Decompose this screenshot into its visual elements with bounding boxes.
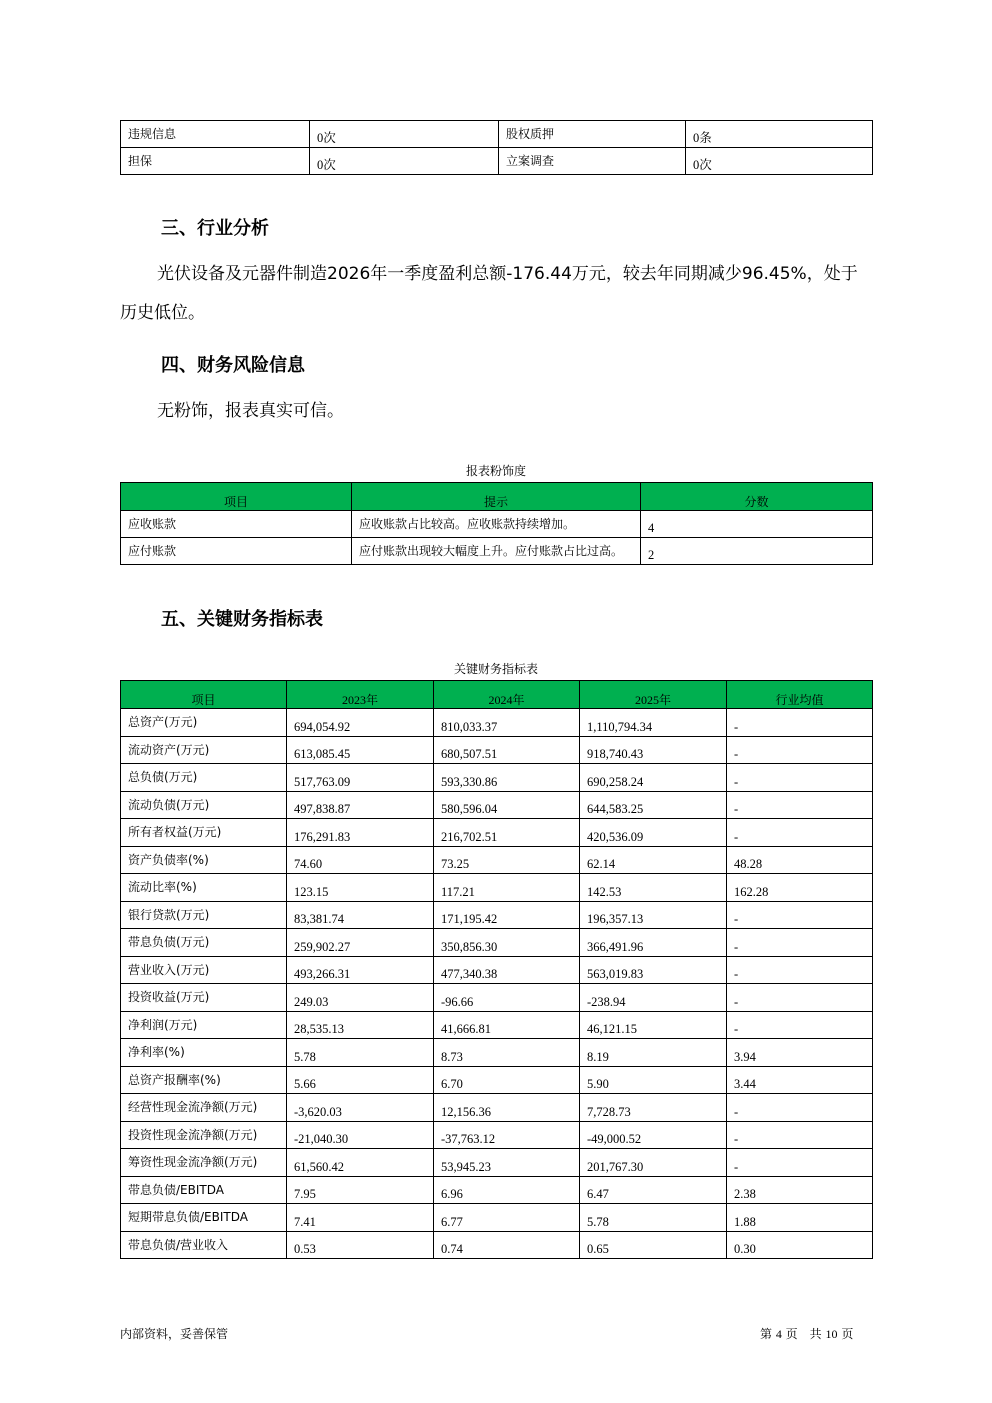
section-heading-risk: 四、财务风险信息	[161, 355, 305, 376]
indicator-label-cell: 带息负债(万元)	[121, 929, 287, 957]
column-header: 分数	[641, 483, 873, 511]
indicator-label-cell: 流动负债(万元)	[121, 791, 287, 819]
indicator-value-cell: -	[727, 1121, 873, 1149]
indicator-value-cell: -37,763.12	[434, 1121, 580, 1149]
table-row	[121, 148, 873, 175]
whitewash-table	[120, 482, 873, 565]
item-cell: 应收账款	[121, 511, 352, 538]
table-row	[121, 1204, 873, 1232]
table-row	[121, 846, 873, 874]
indicator-label-cell: 总负债(万元)	[121, 764, 287, 792]
indicator-value-cell: 201,767.30	[580, 1149, 727, 1177]
indicator-value-cell: 5.78	[580, 1204, 727, 1232]
violations-table	[120, 120, 873, 175]
indicator-value-cell: 176,291.83	[287, 819, 434, 847]
indicator-label-cell: 净利率(%)	[121, 1039, 287, 1067]
indicator-value-cell: 8.73	[434, 1039, 580, 1067]
indicator-value-cell: 123.15	[287, 874, 434, 902]
indicator-value-cell: 350,856.30	[434, 929, 580, 957]
indicator-value-cell: -21,040.30	[287, 1121, 434, 1149]
indicator-value-cell: 0.30	[727, 1231, 873, 1259]
key-financial-indicators-table	[120, 680, 873, 1259]
indicator-value-cell: 493,266.31	[287, 956, 434, 984]
table-row	[121, 956, 873, 984]
indicator-value-cell: 6.70	[434, 1066, 580, 1094]
table-row	[121, 538, 873, 565]
indicator-value-cell: 3.94	[727, 1039, 873, 1067]
value-cell: 0次	[686, 148, 873, 175]
indicator-value-cell: 12,156.36	[434, 1094, 580, 1122]
indicator-value-cell: 162.28	[727, 874, 873, 902]
column-header: 项目	[121, 483, 352, 511]
indicator-value-cell: -	[727, 791, 873, 819]
indicator-value-cell: 810,033.37	[434, 709, 580, 737]
indicator-value-cell: 83,381.74	[287, 901, 434, 929]
indicator-value-cell: 48.28	[727, 846, 873, 874]
table-row	[121, 1066, 873, 1094]
table-caption: 报表粉饰度	[465, 464, 526, 478]
indicator-value-cell: 2.38	[727, 1176, 873, 1204]
indicator-value-cell: -	[727, 956, 873, 984]
indicator-value-cell: 62.14	[580, 846, 727, 874]
indicator-value-cell: 6.47	[580, 1176, 727, 1204]
indicator-value-cell: 366,491.96	[580, 929, 727, 957]
indicator-value-cell: -	[727, 984, 873, 1012]
indicator-value-cell: 420,536.09	[580, 819, 727, 847]
column-header: 2025年	[580, 681, 727, 709]
page-prefix: 第	[760, 1327, 773, 1341]
indicator-value-cell: 171,195.42	[434, 901, 580, 929]
indicator-value-cell: 694,054.92	[287, 709, 434, 737]
indicator-label-cell: 流动比率(%)	[121, 874, 287, 902]
indicator-label-cell: 流动资产(万元)	[121, 736, 287, 764]
table-row	[121, 764, 873, 792]
indicator-label-cell: 净利润(万元)	[121, 1011, 287, 1039]
indicator-value-cell: 690,258.24	[580, 764, 727, 792]
risk-paragraph: 无粉饰，报表真实可信。	[157, 401, 344, 421]
table-row	[121, 1231, 873, 1259]
indicator-value-cell: 5.78	[287, 1039, 434, 1067]
industry-paragraph-line1: 光伏设备及元器件制造2026年一季度盈利总额-176.44万元，较去年同期减少96.45%，处于	[157, 264, 858, 284]
indicator-value-cell: 7,728.73	[580, 1094, 727, 1122]
indicator-label-cell: 短期带息负债/EBITDA	[121, 1204, 287, 1232]
indicator-value-cell: 249.03	[287, 984, 434, 1012]
item-cell: 应付账款	[121, 538, 352, 565]
column-header: 2023年	[287, 681, 434, 709]
table-row	[121, 791, 873, 819]
page-suffix: 页	[841, 1327, 854, 1341]
indicator-label-cell: 银行贷款(万元)	[121, 901, 287, 929]
indicator-label-cell: 总资产(万元)	[121, 709, 287, 737]
label-cell: 股权质押	[499, 121, 686, 148]
indicator-value-cell: 1.88	[727, 1204, 873, 1232]
table-row	[121, 1039, 873, 1067]
indicator-value-cell: 61,560.42	[287, 1149, 434, 1177]
indicator-label-cell: 资产负债率(%)	[121, 846, 287, 874]
table-row	[121, 1011, 873, 1039]
table-row	[121, 1121, 873, 1149]
indicator-value-cell: 53,945.23	[434, 1149, 580, 1177]
indicator-label-cell: 所有者权益(万元)	[121, 819, 287, 847]
table-header-row	[121, 681, 873, 709]
indicator-value-cell: 41,666.81	[434, 1011, 580, 1039]
column-header: 提示	[352, 483, 641, 511]
score-cell: 2	[641, 538, 873, 565]
table-row	[121, 511, 873, 538]
indicator-value-cell: 73.25	[434, 846, 580, 874]
indicator-value-cell: -	[727, 901, 873, 929]
table-row	[121, 121, 873, 148]
indicator-value-cell: 3.44	[727, 1066, 873, 1094]
indicator-value-cell: 497,838.87	[287, 791, 434, 819]
indicator-value-cell: 0.53	[287, 1231, 434, 1259]
indicator-value-cell: 46,121.15	[580, 1011, 727, 1039]
table-row	[121, 1094, 873, 1122]
indicator-label-cell: 筹资性现金流净额(万元)	[121, 1149, 287, 1177]
indicator-value-cell: 8.19	[580, 1039, 727, 1067]
table-row	[121, 1149, 873, 1177]
label-cell: 立案调查	[499, 148, 686, 175]
page-total: 10	[825, 1327, 838, 1341]
table-row	[121, 1176, 873, 1204]
indicator-label-cell: 经营性现金流净额(万元)	[121, 1094, 287, 1122]
table-caption: 关键财务指标表	[453, 662, 538, 676]
table-row	[121, 929, 873, 957]
indicator-value-cell: -	[727, 736, 873, 764]
indicator-value-cell: 5.66	[287, 1066, 434, 1094]
indicator-value-cell: 1,110,794.34	[580, 709, 727, 737]
table-row	[121, 874, 873, 902]
indicator-value-cell: 563,019.83	[580, 956, 727, 984]
indicator-value-cell: 6.96	[434, 1176, 580, 1204]
indicator-value-cell: -	[727, 1149, 873, 1177]
indicator-value-cell: 196,357.13	[580, 901, 727, 929]
indicator-value-cell: -	[727, 929, 873, 957]
value-cell: 0次	[310, 121, 499, 148]
indicator-label-cell: 投资收益(万元)	[121, 984, 287, 1012]
indicator-value-cell: 28,535.13	[287, 1011, 434, 1039]
indicator-value-cell: -	[727, 709, 873, 737]
indicator-value-cell: 216,702.51	[434, 819, 580, 847]
hint-cell: 应付账款出现较大幅度上升。应付账款占比过高。	[352, 538, 641, 565]
page-current: 4	[775, 1327, 782, 1341]
column-header: 行业均值	[727, 681, 873, 709]
indicator-label-cell: 投资性现金流净额(万元)	[121, 1121, 287, 1149]
indicator-value-cell: -	[727, 1094, 873, 1122]
value-cell: 0条	[686, 121, 873, 148]
indicator-value-cell: -	[727, 1011, 873, 1039]
label-cell: 违规信息	[121, 121, 310, 148]
footer-confidential: 内部资料，妥善保管	[120, 1327, 229, 1341]
indicator-label-cell: 营业收入(万元)	[121, 956, 287, 984]
indicator-value-cell: 477,340.38	[434, 956, 580, 984]
table-row	[121, 984, 873, 1012]
indicator-value-cell: 593,330.86	[434, 764, 580, 792]
indicator-value-cell: -3,620.03	[287, 1094, 434, 1122]
table-row	[121, 901, 873, 929]
indicator-value-cell: 5.90	[580, 1066, 727, 1094]
page-number	[760, 1325, 853, 1342]
indicator-value-cell: 580,596.04	[434, 791, 580, 819]
indicator-value-cell: 259,902.27	[287, 929, 434, 957]
table-row	[121, 819, 873, 847]
indicator-value-cell: 644,583.25	[580, 791, 727, 819]
indicator-label-cell: 带息负债/EBITDA	[121, 1176, 287, 1204]
table-header-row	[121, 483, 873, 511]
indicator-value-cell: 517,763.09	[287, 764, 434, 792]
indicator-value-cell: -	[727, 819, 873, 847]
table-row	[121, 709, 873, 737]
indicator-value-cell: 74.60	[287, 846, 434, 874]
label-cell: 担保	[121, 148, 310, 175]
value-cell: 0次	[310, 148, 499, 175]
indicator-value-cell: 680,507.51	[434, 736, 580, 764]
indicator-value-cell: 0.65	[580, 1231, 727, 1259]
indicator-value-cell: 6.77	[434, 1204, 580, 1232]
industry-paragraph-line2: 历史低位。	[120, 303, 205, 323]
indicator-value-cell: 7.41	[287, 1204, 434, 1232]
score-cell: 4	[641, 511, 873, 538]
page-mid: 页 共	[785, 1327, 822, 1341]
indicator-value-cell: 0.74	[434, 1231, 580, 1259]
section-heading-kfi: 五、关键财务指标表	[161, 609, 323, 630]
indicator-value-cell: -96.66	[434, 984, 580, 1012]
table-row	[121, 736, 873, 764]
section-heading-industry: 三、行业分析	[161, 218, 269, 239]
indicator-label-cell: 总资产报酬率(%)	[121, 1066, 287, 1094]
indicator-value-cell: 613,085.45	[287, 736, 434, 764]
indicator-value-cell: 918,740.43	[580, 736, 727, 764]
indicator-label-cell: 带息负债/营业收入	[121, 1231, 287, 1259]
column-header: 2024年	[434, 681, 580, 709]
indicator-value-cell: 7.95	[287, 1176, 434, 1204]
indicator-value-cell: -49,000.52	[580, 1121, 727, 1149]
indicator-value-cell: -238.94	[580, 984, 727, 1012]
hint-cell: 应收账款占比较高。应收账款持续增加。	[352, 511, 641, 538]
column-header: 项目	[121, 681, 287, 709]
indicator-value-cell: -	[727, 764, 873, 792]
indicator-value-cell: 117.21	[434, 874, 580, 902]
indicator-value-cell: 142.53	[580, 874, 727, 902]
